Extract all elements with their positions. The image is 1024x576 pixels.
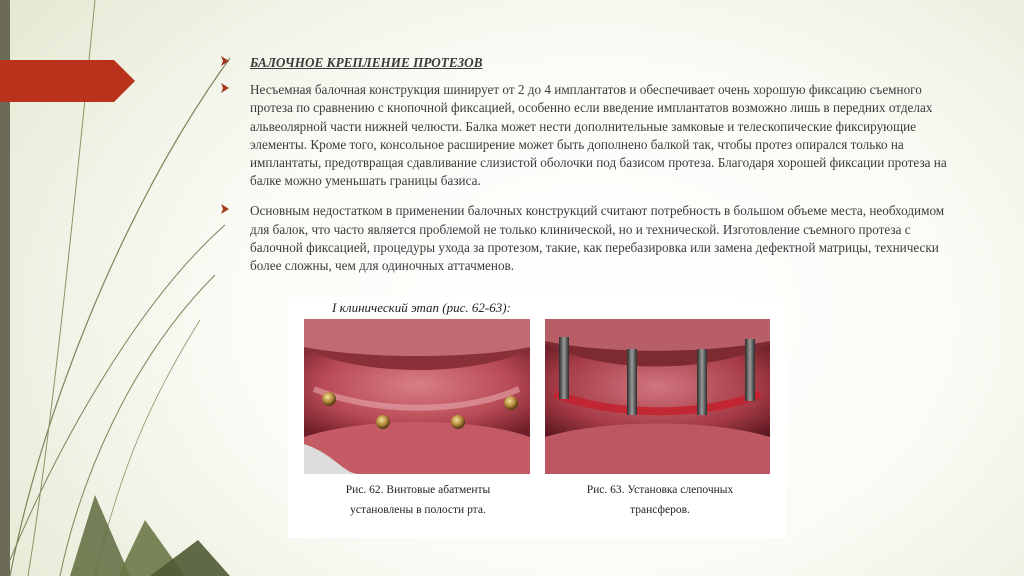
caption-line: трансферов.	[630, 504, 690, 516]
photo-impression-transfers	[545, 319, 770, 474]
caption-line: Рис. 62. Винтовые абатменты	[345, 484, 491, 496]
accent-red-tab	[0, 60, 135, 102]
slide-content	[219, 54, 959, 287]
arrow-bullet-icon	[219, 55, 231, 67]
bullet-paragraph-1	[219, 81, 959, 190]
stage-label: I клинический этап (рис. 62-63):	[332, 300, 511, 315]
figure-panel	[288, 297, 786, 538]
caption-line: Рис. 63. Установка слепочных	[586, 484, 734, 496]
caption-line: установлены в полости рта.	[350, 504, 486, 516]
arrow-bullet-icon	[219, 82, 231, 94]
photo-screw-abutments	[304, 319, 530, 474]
paragraph-text: Несъемная балочная конструкция шинирует от 2 до 4 имплантатов и обеспечивает очень хорошую фиксацию съемного протеза по сравнению с кнопочной фиксацией, особенно если введение имплантатов возможно лишь в передних отделах альвеолярной части нижней челюсти. Балка может нести дополнительные замковые и телескопические фиксирующие элементы. Кроме того, консольное расширение может быть дополнено балкой так, чтобы протез опирался только на имплантаты, предотвращая сдавливание слизистой оболочки под базисом протеза. Благодаря хорошей фиксации протеза на балке можно уменьшать границы базиса.	[250, 82, 947, 189]
arrow-bullet-icon	[219, 203, 231, 215]
bullet-title	[219, 54, 959, 72]
section-title: БАЛОЧНОЕ КРЕПЛЕНИЕ ПРОТЕЗОВ	[250, 55, 483, 70]
bullet-paragraph-2	[219, 202, 959, 275]
paragraph-text: Основным недостатком в применении балочных конструкций считают потребность в большом объеме места, необходимом для балок, что часто является проблемой не только клинической, но и технической. Изготовление съемного протеза с балочной фиксацией, процедуры ухода за протезом, такие, как перебазировка или замена дефектной матрицы, технически более сложны, чем для одиночных аттачменов.	[250, 203, 945, 274]
caption-figure-63	[550, 480, 770, 520]
caption-figure-62	[308, 480, 528, 520]
